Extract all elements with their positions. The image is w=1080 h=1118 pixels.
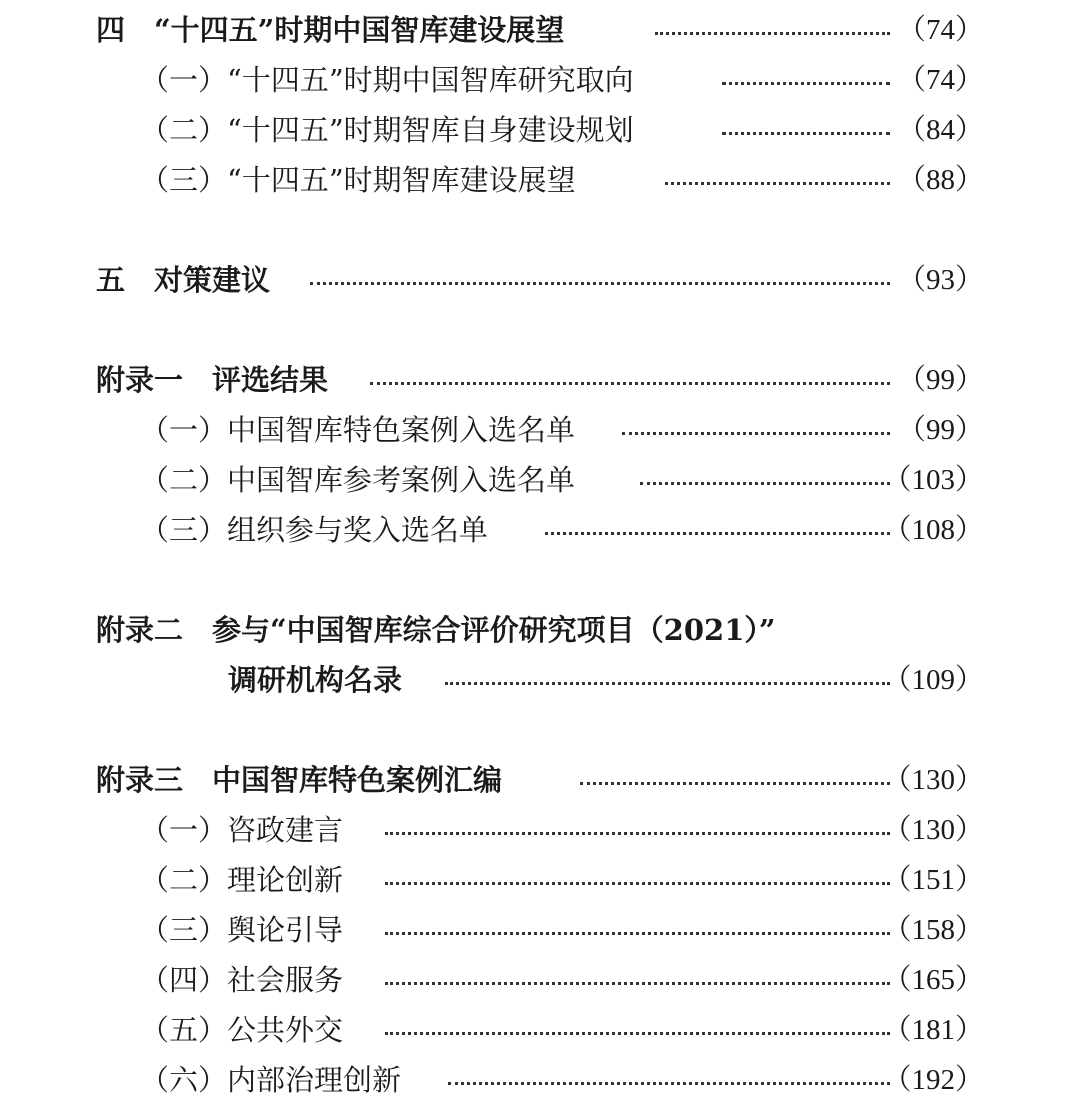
toc-entry-page: （108）: [882, 514, 984, 546]
toc-entry-appendix-3[interactable]: [0, 760, 1080, 800]
toc-entry-label: 四 “十四五”时期中国智库建设展望: [96, 13, 565, 47]
toc-entry-page: （74）: [896, 14, 984, 46]
toc-entry-page: （88）: [896, 164, 984, 196]
toc-entry-label: （一）“十四五”时期中国智库研究取向: [140, 63, 634, 97]
toc-entry-appendix-3-6[interactable]: [0, 1060, 1080, 1100]
toc-entry-appendix-2-cont[interactable]: [0, 660, 1080, 700]
dot-leader: [385, 932, 890, 935]
toc-entry-label: （六）内部治理创新: [140, 1063, 402, 1097]
toc-entry-label: （四）社会服务: [140, 963, 344, 997]
toc-entry-page: （130）: [882, 764, 984, 796]
toc-entry-appendix-1[interactable]: [0, 360, 1080, 400]
dot-leader: [665, 182, 890, 185]
toc-entry-appendix-3-1[interactable]: [0, 810, 1080, 850]
toc-entry-page: （130）: [882, 814, 984, 846]
toc-entry-appendix-3-3[interactable]: [0, 910, 1080, 950]
toc-entry-page: （84）: [896, 114, 984, 146]
dot-leader: [445, 682, 890, 685]
toc-entry-page: （74）: [896, 64, 984, 96]
toc-entry-label: （三）“十四五”时期智库建设展望: [140, 163, 576, 197]
toc-entry-page: （158）: [882, 914, 984, 946]
toc-entry-page: （151）: [882, 864, 984, 896]
toc-entry-page: （165）: [882, 964, 984, 996]
dot-leader: [622, 432, 890, 435]
dot-leader: [545, 532, 890, 535]
dot-leader: [580, 782, 890, 785]
toc-entry-label: 附录一 评选结果: [96, 363, 329, 397]
toc-entry-label: （三）组织参与奖入选名单: [140, 513, 489, 547]
toc-entry-label: 附录二 参与“中国智库综合评价研究项目（2021）”: [96, 613, 776, 647]
toc-entry-label: （二）“十四五”时期智库自身建设规划: [140, 113, 634, 147]
toc-entry-page: （109）: [882, 664, 984, 696]
toc-entry-label: 附录三 中国智库特色案例汇编: [96, 763, 503, 797]
dot-leader: [722, 82, 890, 85]
dot-leader: [310, 282, 890, 285]
dot-leader: [385, 832, 890, 835]
toc-entry-appendix-3-5[interactable]: [0, 1010, 1080, 1050]
toc-entry-label: （二）理论创新: [140, 863, 344, 897]
toc-entry-appendix-3-4[interactable]: [0, 960, 1080, 1000]
dot-leader: [385, 1032, 890, 1035]
toc-entry-page: （103）: [882, 464, 984, 496]
toc-entry-appendix-2[interactable]: [0, 610, 1080, 650]
toc-entry-label: （二）中国智库参考案例入选名单: [140, 463, 576, 497]
toc-entry-page: （99）: [896, 414, 984, 446]
toc-entry-label: （一）咨政建言: [140, 813, 344, 847]
dot-leader: [448, 1082, 890, 1085]
toc-entry-chapter-4[interactable]: [0, 10, 1080, 50]
toc-entry-4-1[interactable]: [0, 60, 1080, 100]
dot-leader: [385, 882, 890, 885]
toc-entry-label: （一）中国智库特色案例入选名单: [140, 413, 576, 447]
toc-entry-appendix-1-2[interactable]: [0, 460, 1080, 500]
toc-entry-page: （192）: [882, 1064, 984, 1096]
toc-entry-label: 五 对策建议: [96, 263, 271, 297]
toc-entry-chapter-5[interactable]: [0, 260, 1080, 300]
toc-entry-page: （181）: [882, 1014, 984, 1046]
toc-entry-label: 调研机构名录: [228, 663, 403, 697]
dot-leader: [655, 32, 890, 35]
toc-entry-appendix-1-1[interactable]: [0, 410, 1080, 450]
dot-leader: [370, 382, 890, 385]
toc-entry-label: （五）公共外交: [140, 1013, 344, 1047]
toc-entry-appendix-1-3[interactable]: [0, 510, 1080, 550]
toc-entry-label: （三）舆论引导: [140, 913, 344, 947]
toc-entry-appendix-3-2[interactable]: [0, 860, 1080, 900]
dot-leader: [722, 132, 890, 135]
toc-entry-4-2[interactable]: [0, 110, 1080, 150]
dot-leader: [385, 982, 890, 985]
toc-entry-page: （93）: [896, 264, 984, 296]
toc-entry-page: （99）: [896, 364, 984, 396]
dot-leader: [640, 482, 890, 485]
toc-entry-4-3[interactable]: [0, 160, 1080, 200]
